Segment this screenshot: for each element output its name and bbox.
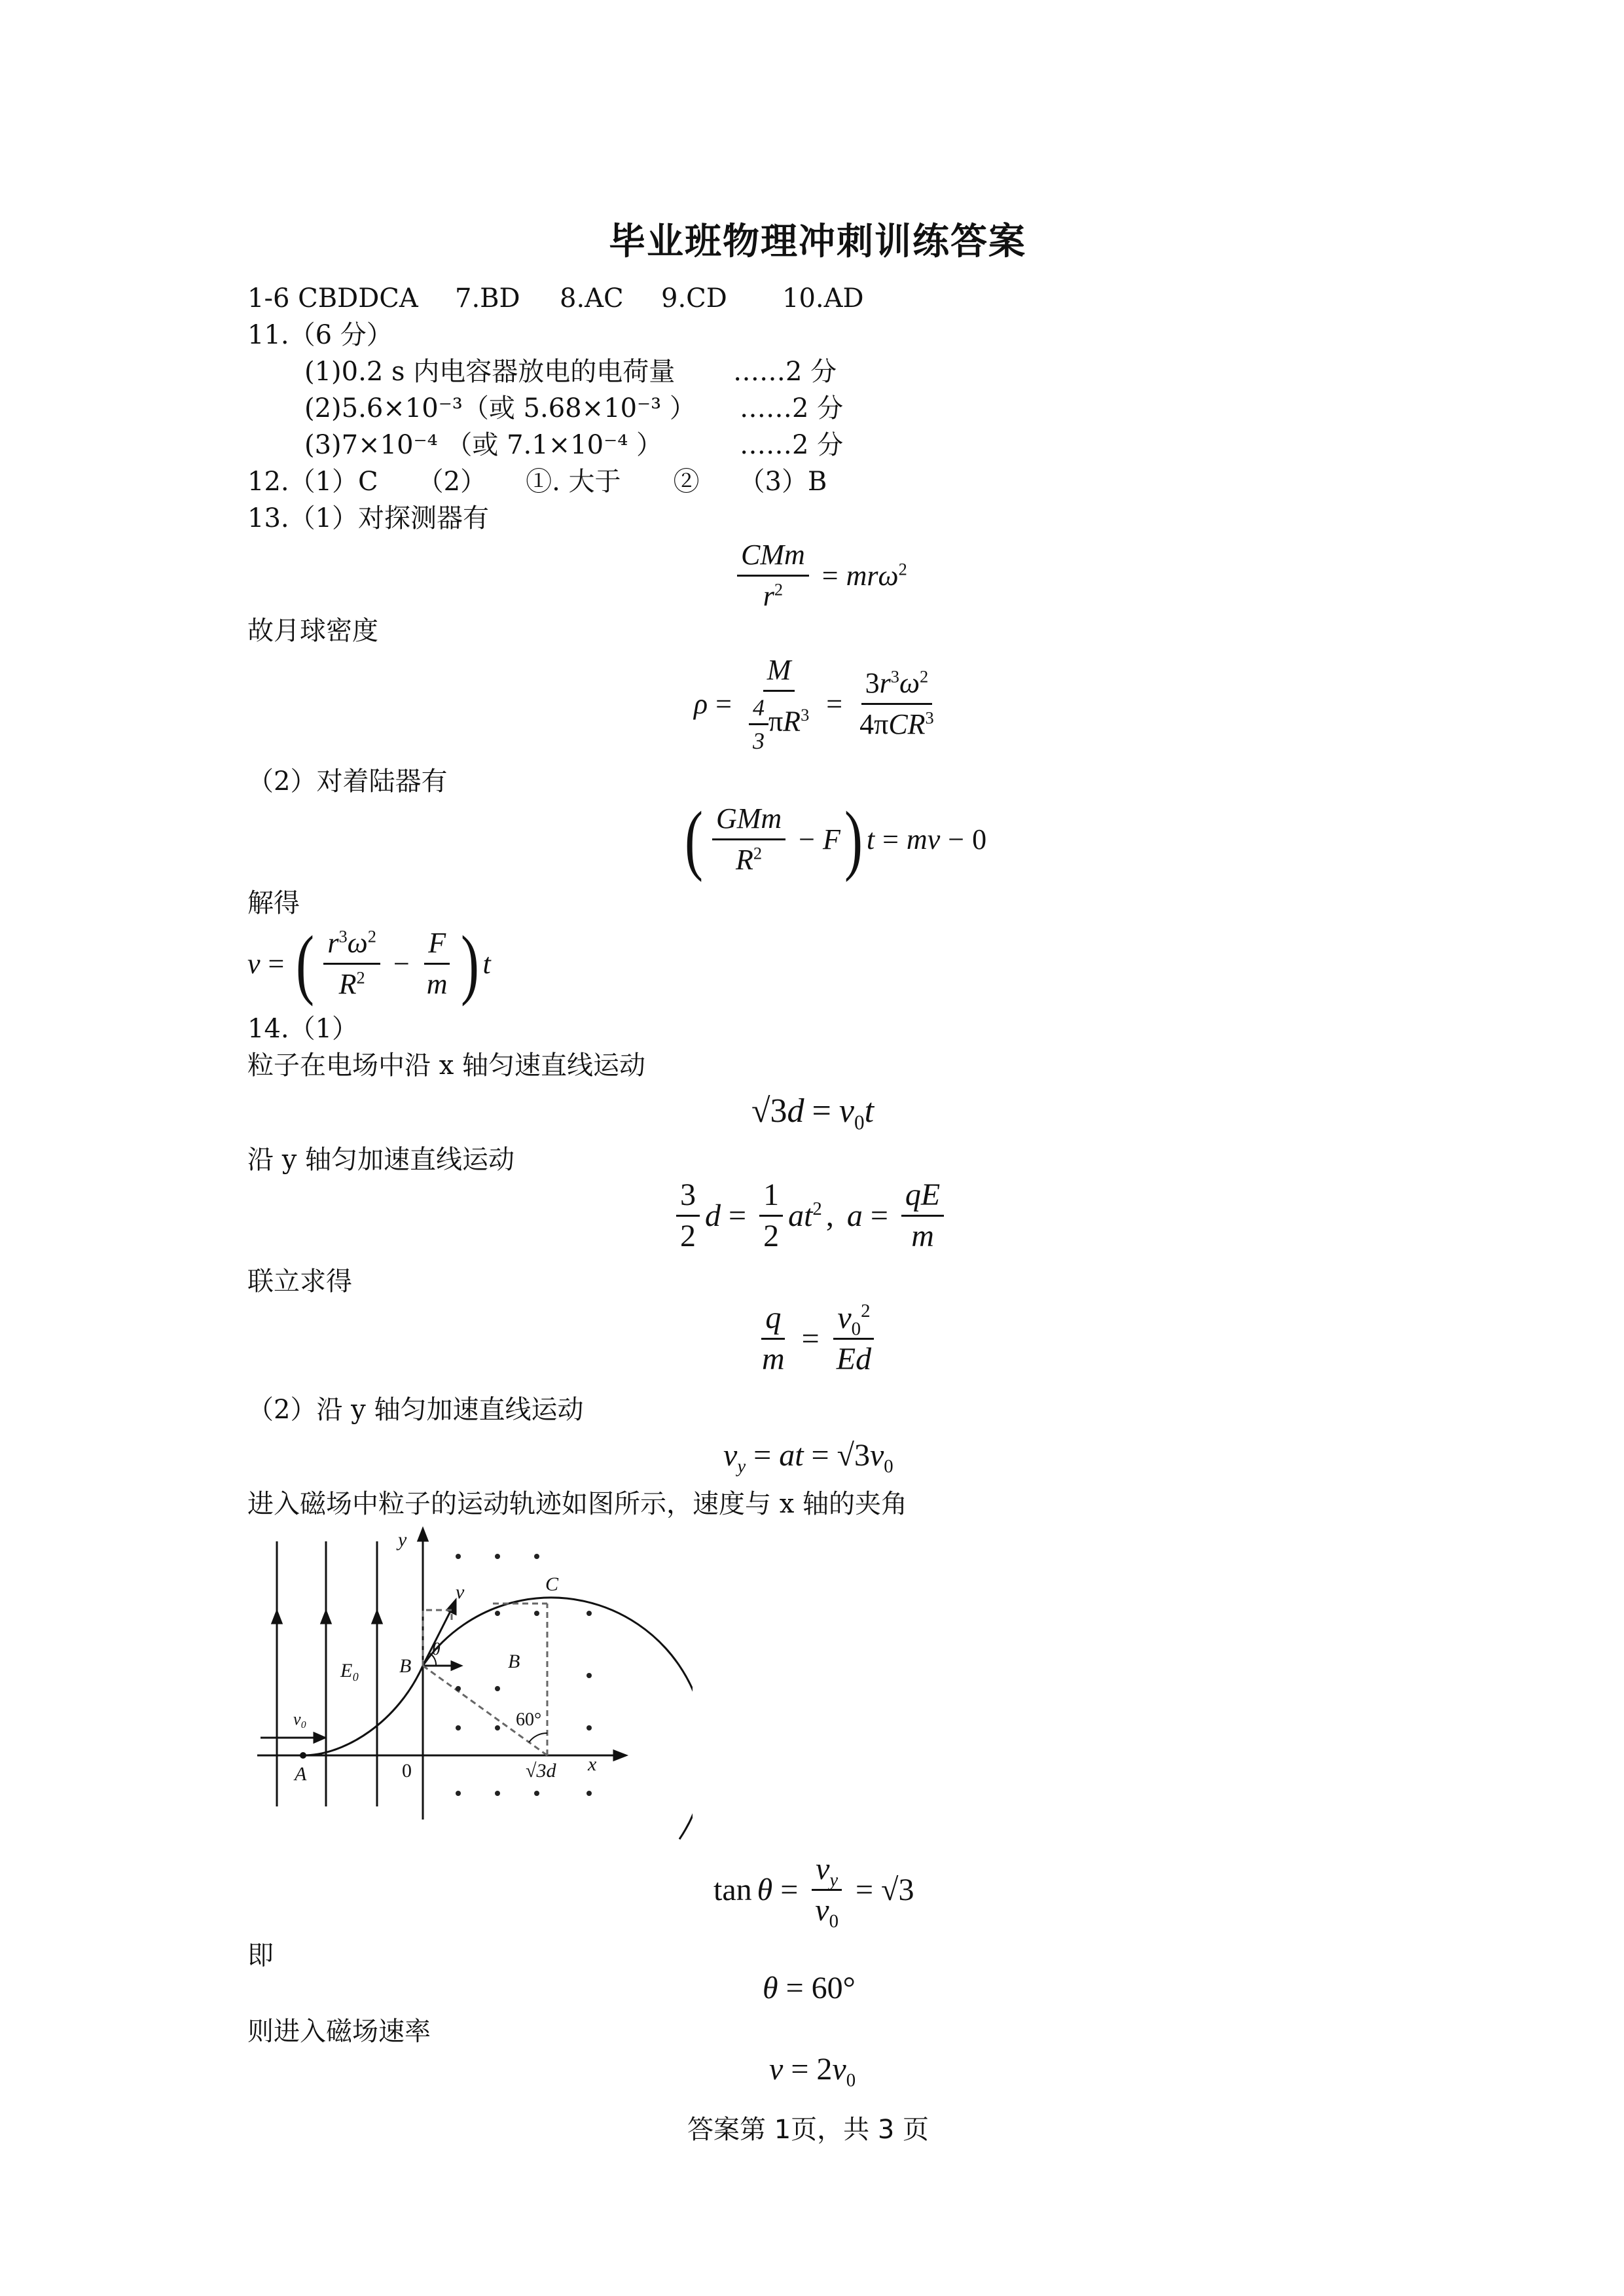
eq-accel-y: $\frac{3}{2}$ d = $\frac{1}{2}$ $at^2$ , a = $\frac{qE}{m}$ xyxy=(671,1178,949,1253)
label-C: C xyxy=(545,1573,559,1595)
q14-header: 14.（1） xyxy=(247,1014,359,1044)
magnetic-field-dots xyxy=(456,1554,592,1796)
answer-8: 8.AC xyxy=(560,283,624,314)
q13-part2: （2）对着陆器有 xyxy=(247,766,448,797)
label-angle: 60° xyxy=(516,1710,542,1730)
label-y: y xyxy=(398,1529,407,1551)
q11-item1-score: ……2 分 xyxy=(733,357,837,387)
label-B-point: B xyxy=(399,1655,412,1677)
trajectory-magnetic xyxy=(423,1598,693,1839)
q11-item2-score: ……2 分 xyxy=(740,393,844,423)
q14-field-desc: 进入磁场中粒子的运动轨迹如图所示，速度与 x 轴的夹角 xyxy=(247,1489,907,1519)
eq-charge-mass: $\frac{q}{m}$ = $\frac{v_0^2}{Ed}$ xyxy=(753,1301,880,1376)
eq-theta-60: θ = 60° xyxy=(763,1971,856,2005)
label-A: A xyxy=(295,1763,307,1785)
q14-speed-label: 则进入磁场速率 xyxy=(247,2017,431,2047)
label-origin: 0 xyxy=(402,1760,412,1782)
eq-uniform-x: √3 d = $v_0t$ xyxy=(751,1092,875,1134)
answer-9: 9.CD xyxy=(661,283,727,314)
answer-7: 7.BD xyxy=(455,283,520,314)
q14-combine: 联立求得 xyxy=(247,1266,352,1297)
q13-solve-label: 解得 xyxy=(247,888,300,918)
label-theta: θ xyxy=(432,1640,441,1659)
answers-1-6: 1-6 CBDDCA xyxy=(247,283,418,314)
trajectory-electric xyxy=(303,1666,423,1755)
eq-density: ρ = M $\frac{4}{3}$ $\pi R^3$ = $\frac{3r^3\omega^2}{4\pi CR^3}$ xyxy=(694,654,934,754)
q11-item3: (3)7×10⁻⁴ （或 7.1×10⁻⁴ ） xyxy=(304,430,662,460)
answer-10: 10.AD xyxy=(782,283,864,314)
q13-density-label: 故月球密度 xyxy=(247,616,378,646)
q11-item1: (1)0.2 s 内电容器放电的电荷量 xyxy=(304,357,676,387)
label-E0: E₀ xyxy=(340,1660,359,1681)
page-title: 毕业班物理冲刺训练答案 xyxy=(609,221,1026,263)
label-v0: v₀ xyxy=(293,1710,307,1729)
eq-speed: v = 2 $v_0$ xyxy=(769,2052,856,2091)
label-sqrt3d: √3d xyxy=(526,1760,556,1782)
q14-part2: （2）沿 y 轴匀加速直线运动 xyxy=(247,1395,584,1425)
q11-header: 11.（6 分） xyxy=(247,320,393,350)
q14-line-y: 沿 y 轴匀加速直线运动 xyxy=(247,1145,515,1175)
eq-gravity-centripetal: $\frac{\text{CMm}}{r^2}$ = mrω$^2$ xyxy=(732,538,907,613)
eq-velocity: v = ( $\frac{r^3\omega^2}{R^2}$ − $\frac{F}{m}$ ) t xyxy=(247,920,491,1007)
eq-vy: $v_y$ = at = √3 $v_0$ xyxy=(723,1438,893,1477)
label-x: x xyxy=(588,1753,597,1775)
label-v: v xyxy=(456,1581,465,1603)
trajectory-diagram xyxy=(247,1525,693,1846)
eq-impulse: ( $\frac{\text{GMm}}{R^2}$ − F ) t = mv − 0 xyxy=(684,795,987,882)
page-footer: 答案第 1页，共 3 页 xyxy=(687,2115,929,2145)
q14-ji: 即 xyxy=(247,1941,274,1971)
eq-tan-theta: tan θ = $\frac{v_y}{v_0}$ = √3 xyxy=(713,1852,914,1932)
label-B-field: B xyxy=(508,1651,520,1672)
q13-part1: 13.（1）对探测器有 xyxy=(247,503,490,533)
q14-line-x: 粒子在电场中沿 x 轴匀速直线运动 xyxy=(247,1050,645,1081)
q11-item3-score: ……2 分 xyxy=(740,430,844,460)
q12-answer: 12.（1）C （2） ①. 大于 ② （3）B xyxy=(247,467,827,497)
q11-item2: (2)5.6×10⁻³（或 5.68×10⁻³ ） xyxy=(304,393,696,423)
